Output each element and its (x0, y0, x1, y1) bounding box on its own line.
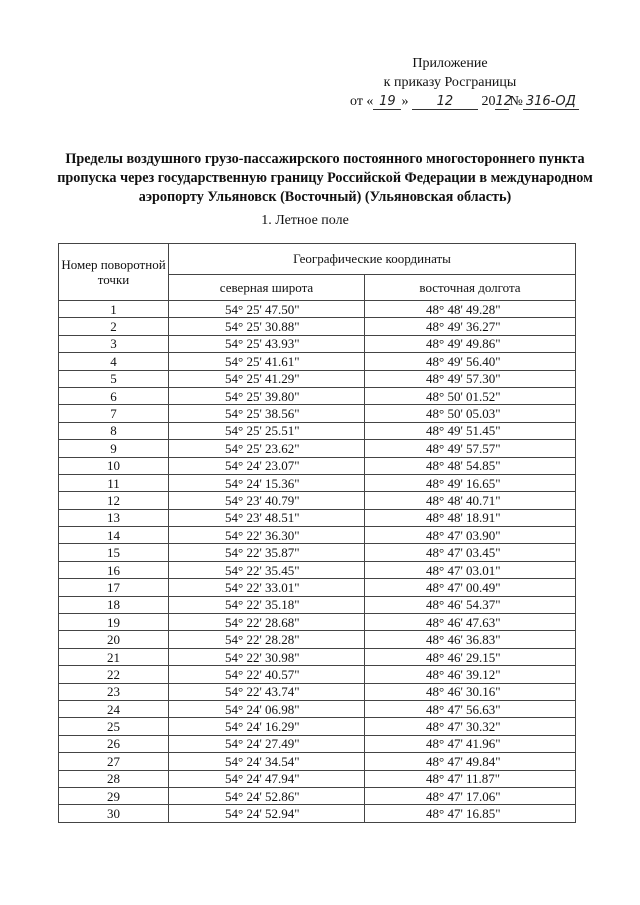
longitude-cell: 48° 48' 54.85" (365, 457, 576, 474)
longitude-cell: 48° 49' 56.40" (365, 353, 576, 370)
coordinates-table (58, 243, 576, 823)
point-number-cell: 30 (59, 805, 169, 822)
longitude-cell: 48° 49' 49.86" (365, 335, 576, 352)
table-row (59, 596, 576, 613)
longitude-cell: 48° 47' 00.49" (365, 579, 576, 596)
header-point-number: Номер поворотной точки (59, 244, 169, 301)
point-number-cell: 7 (59, 405, 169, 422)
latitude-cell: 54° 22' 28.28" (169, 631, 365, 648)
point-number-cell: 16 (59, 561, 169, 578)
table-row (59, 509, 576, 526)
table-row (59, 666, 576, 683)
point-number-cell: 5 (59, 370, 169, 387)
longitude-cell: 48° 47' 49.84" (365, 753, 576, 770)
table-row (59, 579, 576, 596)
table-row (59, 387, 576, 404)
longitude-cell: 48° 46' 36.83" (365, 631, 576, 648)
latitude-cell: 54° 22' 28.68" (169, 614, 365, 631)
section-heading: 1. Летное поле (261, 213, 349, 228)
point-number-cell: 10 (59, 457, 169, 474)
handwritten-year: 12 (495, 94, 512, 109)
latitude-cell: 54° 22' 36.30" (169, 527, 365, 544)
table-row (59, 614, 576, 631)
latitude-cell: 54° 22' 35.45" (169, 561, 365, 578)
header-geo-coordinates: Географические координаты (169, 244, 576, 275)
latitude-cell: 54° 22' 35.18" (169, 596, 365, 613)
point-number-cell: 29 (59, 787, 169, 804)
latitude-cell: 54° 24' 47.94" (169, 770, 365, 787)
latitude-cell: 54° 24' 52.86" (169, 787, 365, 804)
table-row (59, 544, 576, 561)
latitude-cell: 54° 24' 16.29" (169, 718, 365, 735)
point-number-cell: 1 (59, 301, 169, 318)
latitude-cell: 54° 24' 52.94" (169, 805, 365, 822)
point-number-cell: 19 (59, 614, 169, 631)
point-number-cell: 25 (59, 718, 169, 735)
table-row (59, 700, 576, 717)
point-number-cell: 4 (59, 353, 169, 370)
table-row (59, 718, 576, 735)
header-latitude: северная широта (169, 274, 365, 300)
longitude-cell: 48° 46' 39.12" (365, 666, 576, 683)
point-number-cell: 12 (59, 492, 169, 509)
from-label: от « (350, 94, 374, 109)
table-row (59, 648, 576, 665)
latitude-cell: 54° 25' 39.80" (169, 387, 365, 404)
number-sign: № (509, 94, 523, 109)
table-row (59, 370, 576, 387)
longitude-cell: 48° 46' 47.63" (365, 614, 576, 631)
point-number-cell: 21 (59, 648, 169, 665)
point-number-cell: 9 (59, 440, 169, 457)
table-row (59, 527, 576, 544)
longitude-cell: 48° 48' 49.28" (365, 301, 576, 318)
point-number-cell: 18 (59, 596, 169, 613)
latitude-cell: 54° 22' 40.57" (169, 666, 365, 683)
point-number-cell: 26 (59, 735, 169, 752)
table-row (59, 440, 576, 457)
point-number-cell: 28 (59, 770, 169, 787)
longitude-cell: 48° 46' 54.37" (365, 596, 576, 613)
longitude-cell: 48° 47' 03.01" (365, 561, 576, 578)
longitude-cell: 48° 47' 03.45" (365, 544, 576, 561)
latitude-cell: 54° 25' 41.61" (169, 353, 365, 370)
coordinates-table-body (59, 301, 576, 823)
table-row (59, 335, 576, 352)
point-number-cell: 22 (59, 666, 169, 683)
table-row (59, 735, 576, 752)
longitude-cell: 48° 50' 05.03" (365, 405, 576, 422)
year-prefix: 20 (481, 94, 496, 109)
close-quote: » (401, 94, 409, 109)
latitude-cell: 54° 25' 43.93" (169, 335, 365, 352)
point-number-cell: 27 (59, 753, 169, 770)
latitude-cell: 54° 22' 35.87" (169, 544, 365, 561)
latitude-cell: 54° 24' 23.07" (169, 457, 365, 474)
table-row (59, 631, 576, 648)
latitude-cell: 54° 25' 30.88" (169, 318, 365, 335)
point-number-cell: 6 (59, 387, 169, 404)
point-number-cell: 14 (59, 527, 169, 544)
longitude-cell: 48° 46' 29.15" (365, 648, 576, 665)
table-row (59, 770, 576, 787)
point-number-cell: 8 (59, 422, 169, 439)
latitude-cell: 54° 24' 27.49" (169, 735, 365, 752)
table-row (59, 753, 576, 770)
longitude-cell: 48° 47' 11.87" (365, 770, 576, 787)
longitude-cell: 48° 47' 17.06" (365, 787, 576, 804)
longitude-cell: 48° 47' 41.96" (365, 735, 576, 752)
handwritten-order-number: 316-ОД (523, 94, 579, 110)
point-number-cell: 23 (59, 683, 169, 700)
point-number-cell: 15 (59, 544, 169, 561)
point-number-cell: 11 (59, 474, 169, 491)
latitude-cell: 54° 23' 48.51" (169, 509, 365, 526)
table-row (59, 561, 576, 578)
longitude-cell: 48° 50' 01.52" (365, 387, 576, 404)
handwritten-day: 19 (373, 94, 401, 110)
table-row (59, 422, 576, 439)
point-number-cell: 24 (59, 700, 169, 717)
point-number-cell: 20 (59, 631, 169, 648)
latitude-cell: 54° 24' 15.36" (169, 474, 365, 491)
latitude-cell: 54° 25' 38.56" (169, 405, 365, 422)
table-row (59, 805, 576, 822)
latitude-cell: 54° 25' 23.62" (169, 440, 365, 457)
latitude-cell: 54° 25' 47.50" (169, 301, 365, 318)
longitude-cell: 48° 47' 03.90" (365, 527, 576, 544)
point-number-cell: 3 (59, 335, 169, 352)
document-title: Пределы воздушного грузо-пассажирского постоянного многостороннего пункта пропуска через государственную границу Российской Федерации в международном аэропорту Ульяновск (Восточный) (Ульяновская область) (57, 151, 593, 205)
longitude-cell: 48° 48' 18.91" (365, 509, 576, 526)
latitude-cell: 54° 22' 33.01" (169, 579, 365, 596)
longitude-cell: 48° 49' 57.30" (365, 370, 576, 387)
appendix-header (320, 54, 580, 111)
table-row (59, 301, 576, 318)
latitude-cell: 54° 24' 34.54" (169, 753, 365, 770)
longitude-cell: 48° 47' 16.85" (365, 805, 576, 822)
appendix-label: Приложение (412, 56, 488, 71)
longitude-cell: 48° 49' 36.27" (365, 318, 576, 335)
point-number-cell: 13 (59, 509, 169, 526)
handwritten-month: 12 (412, 94, 478, 110)
longitude-cell: 48° 47' 30.32" (365, 718, 576, 735)
latitude-cell: 54° 22' 43.74" (169, 683, 365, 700)
longitude-cell: 48° 48' 40.71" (365, 492, 576, 509)
appendix-order-ref: к приказу Росграницы (383, 75, 517, 90)
table-row (59, 474, 576, 491)
longitude-cell: 48° 49' 51.45" (365, 422, 576, 439)
table-row (59, 457, 576, 474)
longitude-cell: 48° 47' 56.63" (365, 700, 576, 717)
point-number-cell: 17 (59, 579, 169, 596)
table-row (59, 683, 576, 700)
table-row (59, 405, 576, 422)
table-row (59, 787, 576, 804)
table-row (59, 353, 576, 370)
appendix-date-line (320, 92, 580, 111)
latitude-cell: 54° 23' 40.79" (169, 492, 365, 509)
latitude-cell: 54° 25' 25.51" (169, 422, 365, 439)
latitude-cell: 54° 22' 30.98" (169, 648, 365, 665)
header-longitude: восточная долгота (365, 274, 576, 300)
table-row (59, 492, 576, 509)
latitude-cell: 54° 25' 41.29" (169, 370, 365, 387)
longitude-cell: 48° 49' 16.65" (365, 474, 576, 491)
longitude-cell: 48° 46' 30.16" (365, 683, 576, 700)
latitude-cell: 54° 24' 06.98" (169, 700, 365, 717)
point-number-cell: 2 (59, 318, 169, 335)
table-row (59, 318, 576, 335)
longitude-cell: 48° 49' 57.57" (365, 440, 576, 457)
